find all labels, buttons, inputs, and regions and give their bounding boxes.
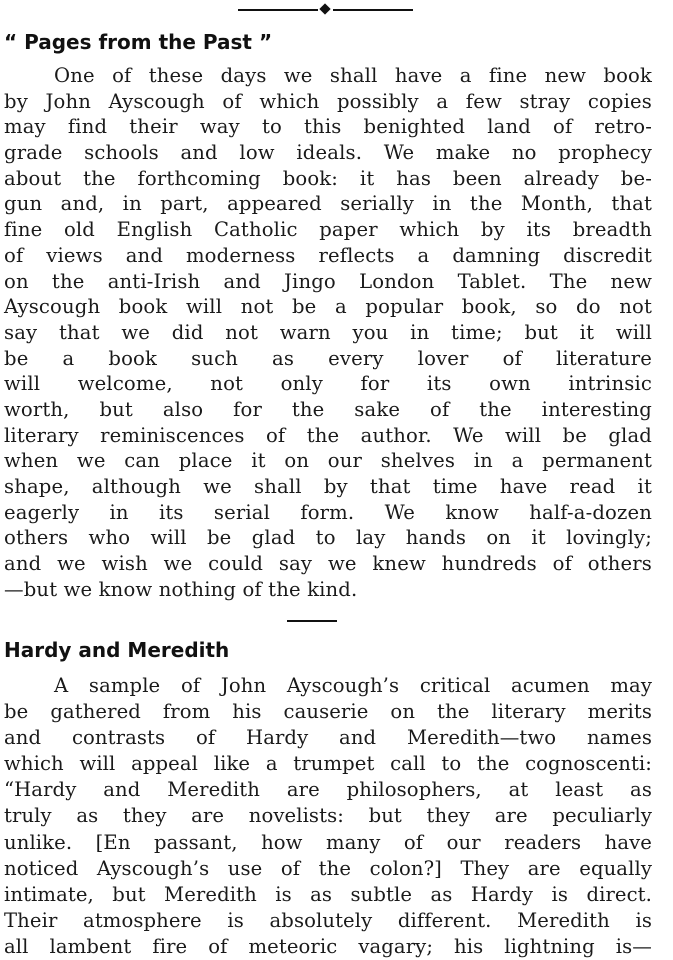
- text-line: unlike. [En passant, how many of our readers have: [4, 830, 652, 854]
- text-line: eagerly in its serial form. We know half-a-dozen: [4, 500, 652, 524]
- text-line: all lambent fire of meteoric vagary; his lightning is—: [4, 934, 652, 958]
- text-line: fine old English Catholic paper which by its breadth: [4, 218, 652, 242]
- text-line: on the anti-Irish and Jingo London Tablet. The new: [4, 269, 652, 293]
- text-line: which will appeal like a trumpet call to the cognoscenti:: [4, 752, 652, 776]
- text-line: shape, although we shall by that time have read it: [4, 475, 652, 498]
- section-heading-pages-from-the-past: “ Pages from the Past ”: [4, 30, 273, 54]
- diamond-ornament-icon: [319, 3, 330, 14]
- text-line: be a book such as every lover of literature: [4, 346, 652, 370]
- text-line: One of these days we shall have a fine new book: [54, 64, 652, 87]
- text-line: by John Ayscough of which possibly a few stray copies: [4, 89, 652, 113]
- text-line: “Hardy and Meredith are philosophers, at least as: [4, 778, 652, 802]
- article-paragraph-hardy-and-meredith: [4, 673, 652, 960]
- text-line: worth, but also for the sake of the interesting: [4, 397, 652, 421]
- text-line: grade schools and low ideals. We make no prophecy: [4, 141, 652, 165]
- text-line: noticed Ayscough’s use of the colon?] They are equally: [4, 856, 652, 880]
- text-line: be gathered from his causerie on the literary merits: [4, 700, 652, 724]
- text-line: and we wish we could say we knew hundreds of others: [4, 552, 652, 576]
- text-line: Ayscough book will not be a popular book, so do not: [4, 295, 652, 319]
- ornament-rule-left: [238, 9, 318, 11]
- text-line: Their atmosphere is absolutely different. Meredith is: [4, 908, 652, 932]
- text-line: A sample of John Ayscough’s critical acumen may: [54, 674, 652, 697]
- text-line: truly as they are novelists: but they are peculiarly: [4, 804, 652, 828]
- text-line: intimate, but Meredith is as subtle as Hardy is direct.: [4, 882, 652, 906]
- text-line: and contrasts of Hardy and Meredith—two names: [4, 726, 652, 750]
- text-line: literary reminiscences of the author. We will be glad: [4, 423, 652, 447]
- text-line: of views and moderness reflects a damning discredit: [4, 243, 652, 267]
- section-divider-rule: [287, 620, 337, 622]
- top-ornament-divider: [238, 4, 413, 16]
- text-line: when we can place it on our shelves in a permanent: [4, 449, 652, 473]
- section-heading-hardy-and-meredith: Hardy and Meredith: [4, 638, 230, 662]
- text-line: gun and, in part, appeared serially in the Month, that: [4, 192, 652, 216]
- text-line: say that we did not warn you in time; but it will: [4, 320, 652, 344]
- text-line: about the forthcoming book: it has been already be-: [4, 166, 652, 190]
- text-line: will welcome, not only for its own intrinsic: [4, 372, 652, 396]
- article-paragraph-pages-from-the-past: [4, 63, 652, 602]
- text-line: —but we know nothing of the kind.: [4, 577, 358, 601]
- text-line: may find their way to this benighted land of retro-: [4, 115, 652, 139]
- ornament-rule-right: [333, 9, 413, 11]
- text-line: others who will be glad to lay hands on it lovingly;: [4, 526, 652, 550]
